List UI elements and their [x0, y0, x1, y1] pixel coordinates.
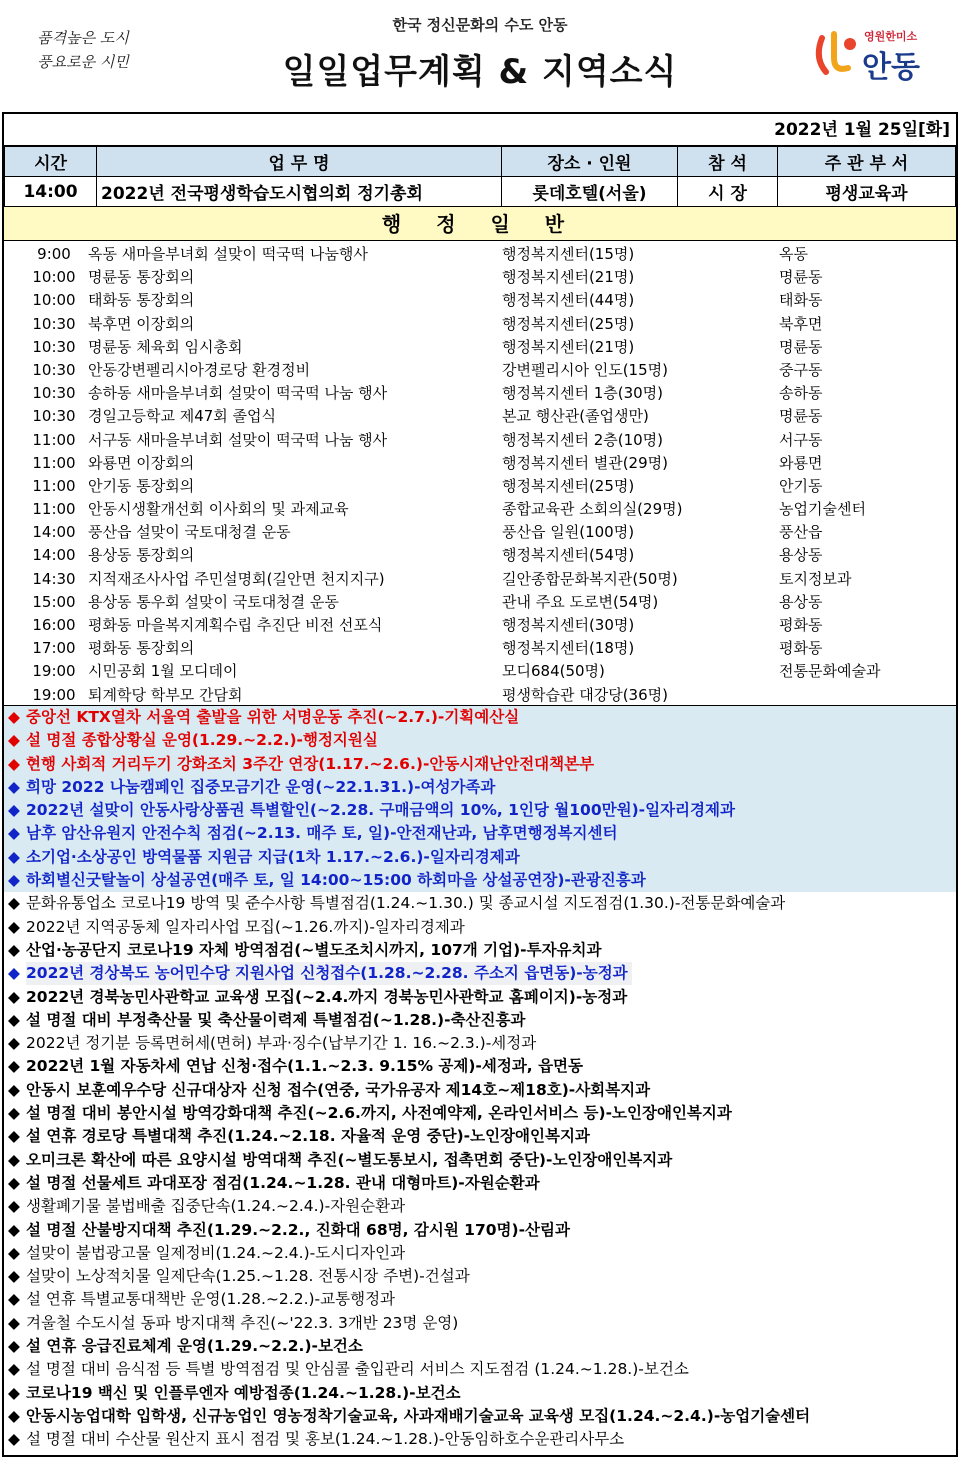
schedule-name: 북후면 이장회의 [88, 314, 195, 333]
diamond-bullet-icon: ◆ [8, 1034, 20, 1053]
notice-item [4, 1172, 956, 1195]
diamond-bullet-icon: ◆ [8, 1290, 20, 1309]
notice-item [4, 1195, 956, 1218]
schedule-row [4, 359, 956, 382]
schedule-time: 16:00 [32, 616, 76, 634]
schedule-time: 10:00 [32, 268, 76, 287]
schedule-place: 종합교육관 소회의실(29명) [502, 500, 683, 519]
slogan-line2: 풍요로운 시민 [37, 53, 129, 71]
schedule-place: 행정복지센터 별관(29명) [502, 453, 668, 472]
schedule-row [4, 498, 956, 521]
notice-item [4, 753, 956, 776]
schedule-dept: 풍산읍 [779, 523, 823, 542]
logo-small-text: 영원한미소 [864, 30, 918, 43]
diamond-bullet-icon: ◆ [8, 1057, 20, 1076]
notice-item [4, 1102, 956, 1125]
diamond-bullet-icon: ◆ [8, 777, 20, 796]
schedule-time: 14:00 [32, 546, 76, 565]
notice-item [4, 1288, 956, 1311]
diamond-bullet-icon: ◆ [8, 1173, 20, 1192]
notice-item [4, 1265, 956, 1288]
schedule-dept: 토지정보과 [779, 569, 852, 588]
notice-item [4, 1149, 956, 1172]
schedule-place: 모디684(50명) [502, 662, 605, 681]
notice-item [4, 846, 956, 869]
notice-text: 하회별신굿탈놀이 상설공연(매주 토, 일 14:00~15:00 하회마을 상설공연장)-관광진흥과 [26, 871, 646, 890]
schedule-place: 행정복지센터(30명) [502, 616, 635, 634]
schedule-row [4, 544, 956, 567]
andong-logo [812, 22, 942, 86]
schedule-dept: 명륜동 [779, 407, 823, 426]
schedule-row [4, 568, 956, 591]
notice-text: 설맞이 불법광고물 일제정비(1.24.~2.4.)-도시디자인과 [26, 1243, 406, 1262]
diamond-bullet-icon: ◆ [8, 1360, 20, 1379]
notice-text: 설 명절 종합상황실 운영(1.29.~2.2.)-행정지원실 [26, 731, 378, 750]
notice-item [4, 729, 956, 752]
schedule-place: 풍산읍 일원(100명) [502, 523, 635, 542]
notice-item [4, 939, 956, 962]
schedule-dept: 평화동 [779, 639, 823, 658]
notice-text: 안동시농업대학 입학생, 신규농업인 영농정착기술교육, 사과재배기술교육 교육생 모집(1.24.~2.4.)-농업기술센터 [26, 1406, 811, 1425]
schedule-time: 19:00 [32, 662, 76, 681]
diamond-bullet-icon: ◆ [8, 1383, 20, 1402]
diamond-bullet-icon: ◆ [8, 708, 20, 726]
diamond-bullet-icon: ◆ [8, 824, 20, 843]
notice-item [4, 869, 956, 892]
notice-text: 소기업·소상공인 방역물품 지원금 지급(1차 1.17.~2.6.)-일자리경제과 [26, 847, 520, 866]
header-place: 장소 · 인원 [502, 147, 678, 177]
diamond-bullet-icon: ◆ [8, 917, 20, 936]
schedule-row [4, 313, 956, 336]
schedule-name: 안동강변펠리시아경로당 환경정비 [88, 360, 311, 379]
notice-text: 안동시 보훈예우수당 신규대상자 신청 접수(연중, 국가유공자 제14호~제18호)-사회복지과 [26, 1080, 651, 1099]
schedule-dept: 용상동 [779, 546, 823, 565]
schedule-time: 10:30 [32, 384, 76, 403]
main-event-name: 2022년 전국평생학습도시협의회 정기총회 [97, 177, 502, 207]
diamond-bullet-icon: ◆ [8, 1243, 20, 1262]
notice-item [4, 1312, 956, 1335]
schedule-place: 강변펠리시아 인도(15명) [502, 360, 668, 379]
diamond-bullet-icon: ◆ [8, 871, 20, 890]
schedule-row [4, 243, 956, 266]
schedule-place: 행정복지센터(25명) [502, 314, 635, 333]
schedule-time: 15:00 [32, 592, 76, 611]
diamond-bullet-icon: ◆ [8, 1220, 20, 1239]
schedule-list [4, 241, 956, 705]
schedule-name: 태화동 통장회의 [88, 291, 195, 310]
notice-text: 남후 암산유원지 안전수칙 점검(~2.13. 매주 토, 일)-안전재난과, 남후면행정복지센터 [26, 824, 618, 843]
schedule-time: 14:00 [32, 523, 76, 542]
schedule-time: 10:30 [32, 360, 76, 379]
diamond-bullet-icon: ◆ [8, 1010, 20, 1029]
notice-item [4, 892, 956, 915]
schedule-name: 안동시생활개선회 이사회의 및 과제교육 [88, 500, 349, 519]
notice-item [4, 1428, 956, 1451]
schedule-dept: 전통문화예술과 [779, 662, 881, 681]
notice-item [4, 1125, 956, 1148]
schedule-time: 17:00 [32, 639, 76, 658]
diamond-bullet-icon: ◆ [8, 1337, 20, 1356]
diamond-bullet-icon: ◆ [8, 1313, 20, 1332]
schedule-row [4, 336, 956, 359]
notice-item [4, 1382, 956, 1405]
schedule-place: 행정복지센터(15명) [502, 245, 635, 263]
header-name: 업 무 명 [97, 147, 502, 177]
diamond-bullet-icon: ◆ [8, 1267, 20, 1286]
schedule-place: 관내 주요 도로변(54명) [502, 592, 659, 611]
diamond-bullet-icon: ◆ [8, 1197, 20, 1216]
notice-list [4, 705, 956, 1452]
schedule-time: 10:30 [32, 407, 76, 426]
diamond-bullet-icon: ◆ [8, 1104, 20, 1123]
notice-item [4, 776, 956, 799]
page-title: 일일업무계획 & 지역소식 [282, 52, 678, 92]
schedule-row [4, 660, 956, 683]
header-time: 시간 [5, 147, 97, 177]
diamond-bullet-icon: ◆ [8, 801, 20, 820]
schedule-dept: 명륜동 [779, 268, 823, 287]
notice-text: 설 연휴 특별교통대책반 운영(1.28.~2.2.)-교통행정과 [26, 1290, 396, 1309]
header-attend: 참 석 [678, 147, 778, 177]
diamond-bullet-icon: ◆ [8, 754, 20, 773]
schedule-place: 행정복지센터(25명) [502, 476, 635, 495]
schedule-place: 행정복지센터(54명) [502, 546, 635, 565]
schedule-time: 10:30 [32, 314, 76, 333]
notice-text: 2022년 경상북도 농어민수당 지원사업 신청접수(1.28.~2.28. 주소지 읍면동)-농정과 [26, 962, 632, 985]
schedule-time: 10:30 [32, 337, 76, 356]
notice-text: 코로나19 백신 및 인플루엔자 예방접종(1.24.~1.28.)-보건소 [26, 1383, 461, 1402]
schedule-dept: 농업기술센터 [779, 500, 866, 519]
diamond-bullet-icon: ◆ [8, 1406, 20, 1425]
notice-text: 2022년 지역공동체 일자리사업 모집(~1.26.까지)-일자리경제과 [26, 917, 465, 936]
notice-item [4, 1055, 956, 1078]
main-event-dept: 평생교육과 [778, 177, 956, 207]
schedule-time: 11:00 [32, 476, 76, 495]
schedule-place: 길안종합문화복지관(50명) [502, 569, 678, 588]
schedule-row [4, 475, 956, 498]
schedule-time: 19:00 [32, 685, 76, 704]
notice-text: 설 연휴 경로당 특별대책 추진(1.24.~2.18. 자율적 운영 중단)-노인장애인복지과 [26, 1127, 590, 1146]
schedule-name: 서구동 새마을부녀회 설맞이 떡국떡 나눔 행사 [88, 430, 388, 449]
schedule-row [4, 429, 956, 452]
notice-item [4, 1009, 956, 1032]
schedule-name: 시민공회 1월 모디데이 [88, 662, 238, 681]
diamond-bullet-icon: ◆ [8, 731, 20, 750]
notice-item [4, 1358, 956, 1381]
schedule-name: 와룡면 이장회의 [88, 453, 195, 472]
schedule-place: 행정복지센터(21명) [502, 337, 635, 356]
notice-text: 설 명절 대비 봉안시설 방역강화대책 추진(~2.6.까지, 사전예약제, 온라인서비스 등)-노인장애인복지과 [26, 1104, 732, 1123]
notice-text: 설 명절 선물세트 과대포장 점검(1.24.~1.28. 관내 대형마트)-자원순환과 [26, 1173, 540, 1192]
main-event-time: 14:00 [5, 177, 97, 207]
main-event-place: 롯데호텔(서울) [502, 177, 678, 207]
schedule-row [4, 637, 956, 660]
schedule-dept: 안기동 [779, 476, 823, 495]
logo-mark-icon [812, 28, 860, 80]
schedule-name: 평화동 통장회의 [88, 639, 195, 658]
schedule-dept: 와룡면 [779, 453, 823, 472]
schedule-name: 명륜동 체육회 임시총회 [88, 337, 243, 356]
header-dept: 주 관 부 서 [778, 147, 956, 177]
notice-text: 설 명절 대비 음식점 등 특별 방역점검 및 안심콜 출입관리 서비스 지도점검 (1.24.~1.28.)-보건소 [26, 1360, 689, 1379]
schedule-place: 행정복지센터 2층(10명) [502, 430, 664, 449]
schedule-row [4, 614, 956, 637]
table-header-row [5, 147, 956, 177]
schedule-dept: 송하동 [779, 384, 823, 403]
schedule-dept: 명륜동 [779, 337, 823, 356]
subtitle: 한국 정신문화의 수도 안동 [392, 16, 568, 34]
schedule-name: 퇴계학당 학부모 간담회 [88, 685, 243, 704]
schedule-name: 경일고등학교 제47회 졸업식 [88, 407, 277, 426]
schedule-dept: 중구동 [779, 360, 823, 379]
diamond-bullet-icon: ◆ [8, 987, 20, 1006]
diamond-bullet-icon: ◆ [8, 1430, 20, 1449]
schedule-time: 14:30 [32, 569, 76, 588]
main-event-attend: 시 장 [678, 177, 778, 207]
notice-text: 설 명절 대비 부정축산물 및 축산물이력제 특별점검(~1.28.)-축산진흥과 [26, 1010, 526, 1029]
notice-item [4, 706, 956, 729]
notice-item [4, 1219, 956, 1242]
diamond-bullet-icon: ◆ [8, 847, 20, 866]
notice-item [4, 1032, 956, 1055]
schedule-name: 송하동 새마을부녀회 설맞이 떡국떡 나눔 행사 [88, 384, 388, 403]
notice-item [4, 916, 956, 939]
notice-text: 산업·농공단지 코로나19 자체 방역점검(~별도조치시까지, 107개 기업)-투자유치과 [26, 940, 602, 959]
notice-text: 설 명절 대비 수산물 원산지 표시 점검 및 홍보(1.24.~1.28.)-안동임하호수운관리사무소 [26, 1430, 625, 1449]
notice-item [4, 1405, 956, 1428]
notice-text: 2022년 1월 자동차세 연납 신청·접수(1.1.~2.3. 9.15% 공제)-세정과, 읍면동 [26, 1057, 583, 1076]
notice-text: 문화유통업소 코로나19 방역 및 준수사항 특별점검(1.24.~1.30.) 및 종교시설 지도점검(1.30.)-전통문화예술과 [26, 894, 786, 913]
main-event-table [4, 146, 956, 207]
schedule-place: 행정복지센터(18명) [502, 639, 635, 658]
main-event-row [5, 177, 956, 207]
notice-item [4, 1335, 956, 1358]
schedule-row [4, 266, 956, 289]
schedule-name: 평화동 마을복지계획수립 추진단 비전 선포식 [88, 616, 383, 634]
schedule-place: 평생학습관 대강당(36명) [502, 685, 668, 704]
notice-text: 희망 2022 나눔캠페인 집중모금기간 운영(~22.1.31.)-여성가족과 [26, 777, 496, 796]
schedule-name: 풍산읍 설맞이 국토대청결 운동 [88, 523, 291, 542]
notice-text: 설 연휴 응급진료체계 운영(1.29.~2.2.)-보건소 [26, 1337, 363, 1356]
schedule-time: 11:00 [32, 430, 76, 449]
date: 2022년 1월 25일[화] [4, 114, 956, 146]
notice-item [4, 986, 956, 1009]
diamond-bullet-icon: ◆ [8, 940, 20, 959]
schedule-name: 지적재조사사업 주민설명회(길안면 천지지구) [88, 569, 385, 588]
notice-item [4, 1079, 956, 1102]
schedule-row [4, 382, 956, 405]
notice-item [4, 822, 956, 845]
schedule-place: 행정복지센터(44명) [502, 291, 635, 310]
schedule-row [4, 521, 956, 544]
notice-item [4, 799, 956, 822]
diamond-bullet-icon: ◆ [8, 894, 20, 913]
schedule-time: 10:00 [32, 291, 76, 310]
schedule-name: 명륜동 통장회의 [88, 268, 195, 287]
document-frame [2, 112, 958, 1457]
schedule-dept: 서구동 [779, 430, 823, 449]
schedule-row [4, 591, 956, 614]
schedule-time: 11:00 [32, 453, 76, 472]
notice-text: 생활폐기물 불법배출 집중단속(1.24.~2.4.)-자원순환과 [26, 1197, 406, 1216]
notice-text: 2022년 정기분 등록면허세(면허) 부과·징수(납부기간 1. 16.~2.3.)-세정과 [26, 1034, 537, 1053]
diamond-bullet-icon: ◆ [8, 1127, 20, 1146]
notice-text: 설맞이 노상적치물 일제단속(1.25.~1.28. 전통시장 주변)-건설과 [26, 1267, 470, 1286]
schedule-time: 9:00 [37, 245, 71, 263]
schedule-place: 본교 행산관(졸업생만) [502, 407, 649, 426]
notice-item [4, 1242, 956, 1265]
header [0, 0, 960, 112]
notice-text: 겨울철 수도시설 동파 방지대책 추진(~'22.3. 3개반 23명 운영) [26, 1313, 459, 1332]
schedule-name: 용상동 통우회 설맞이 국토대청결 운동 [88, 592, 339, 611]
schedule-row [4, 289, 956, 312]
schedule-row [4, 684, 956, 707]
schedule-dept: 옥동 [779, 245, 808, 263]
schedule-row [4, 405, 956, 428]
schedule-dept: 용상동 [779, 592, 823, 611]
schedule-name: 안기동 통장회의 [88, 476, 195, 495]
logo-big-text: 안동 [862, 50, 920, 85]
diamond-bullet-icon: ◆ [8, 1150, 20, 1169]
schedule-time: 11:00 [32, 500, 76, 519]
notice-item [4, 962, 956, 985]
notice-text: 2022년 경북농민사관학교 교육생 모집(~2.4.까지 경북농민사관학교 홈페이지)-농정과 [26, 987, 628, 1006]
schedule-dept: 북후면 [779, 314, 823, 333]
schedule-place: 행정복지센터(21명) [502, 268, 635, 287]
notice-text: 2022년 설맞이 안동사랑상품권 특별할인(~2.28. 구매금액의 10%, 1인당 월100만원)-일자리경제과 [26, 801, 735, 820]
slogan-line1: 품격높은 도시 [37, 29, 129, 47]
schedule-row [4, 452, 956, 475]
notice-text: 설 명절 산불방지대책 추진(1.29.~2.2., 진화대 68명, 감시원 170명)-산림과 [26, 1220, 570, 1239]
notice-text: 현행 사회적 거리두기 강화조치 3주간 연장(1.17.~2.6.)-안동시재난안전대책본부 [26, 754, 595, 773]
diamond-bullet-icon: ◆ [8, 1080, 20, 1099]
notice-text: 오미크론 확산에 따른 요양시설 방역대책 추진(~별도통보시, 접촉면회 중단)-노인장애인복지과 [26, 1150, 673, 1169]
notice-text: 중앙선 KTX열차 서울역 출발을 위한 서명운동 추진(~2.7.)-기획예산실 [26, 708, 520, 726]
diamond-bullet-icon: ◆ [8, 964, 20, 983]
schedule-dept: 태화동 [779, 291, 823, 310]
schedule-name: 옥동 새마을부녀회 설맞이 떡국떡 나눔행사 [88, 245, 368, 263]
admin-section-title: 행 정 일 반 [4, 207, 956, 241]
schedule-name: 용상동 통장회의 [88, 546, 195, 565]
schedule-place: 행정복지센터 1층(30명) [502, 384, 664, 403]
schedule-dept: 평화동 [779, 616, 823, 634]
